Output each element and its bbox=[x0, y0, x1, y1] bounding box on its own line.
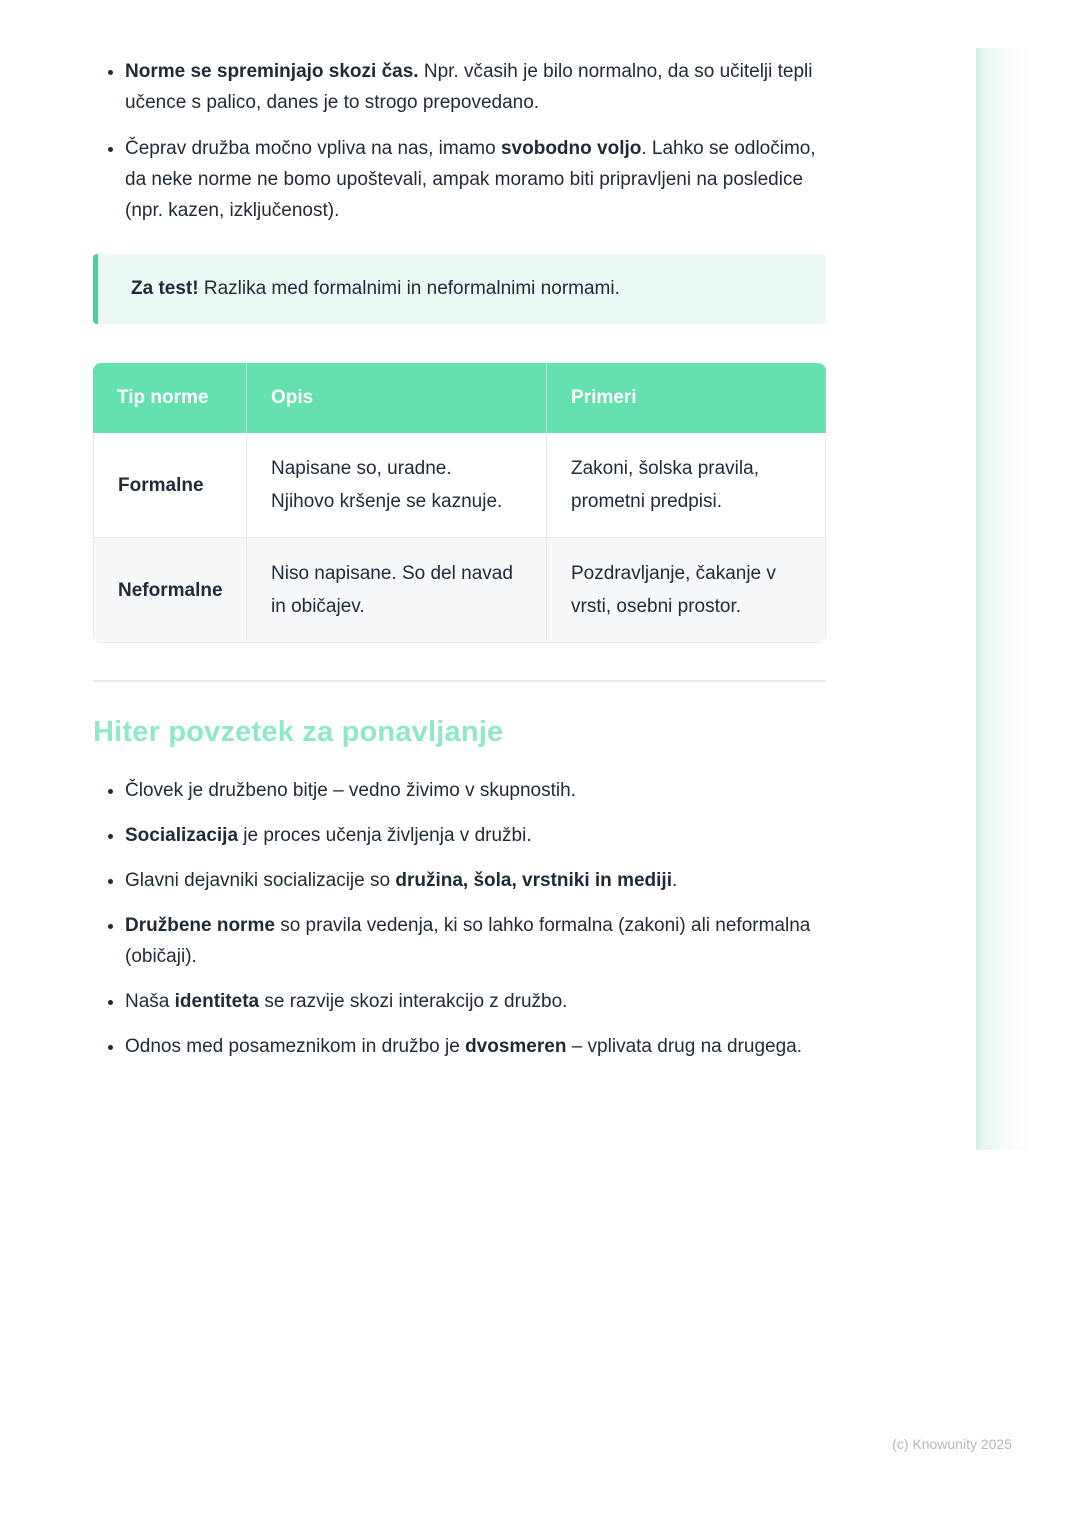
list-item bbox=[125, 1031, 826, 1062]
text-segment: je proces učenja življenja v družbi. bbox=[238, 825, 532, 846]
table-header-cell: Primeri bbox=[547, 363, 826, 433]
content-column bbox=[93, 48, 826, 1076]
text-segment: Niso napisane. So del navad bbox=[271, 563, 513, 584]
table-header-cell: Opis bbox=[247, 363, 547, 433]
list-item bbox=[125, 820, 826, 851]
table-cell-opis bbox=[247, 433, 547, 538]
text-segment: Za test! bbox=[131, 278, 199, 299]
list-item bbox=[125, 775, 826, 806]
text-segment: so pravila vedenja, ki so lahko formalna (zakoni) ali neformalna (običaji). bbox=[125, 915, 811, 967]
text-segment: Razlika med formalnimi in neformalnimi normami. bbox=[198, 278, 620, 299]
text-segment: . bbox=[671, 870, 678, 891]
table-row bbox=[93, 538, 826, 643]
table-row bbox=[93, 433, 826, 538]
table-body bbox=[93, 433, 826, 643]
list-item bbox=[125, 986, 826, 1017]
list-item bbox=[125, 910, 826, 972]
test-callout bbox=[93, 254, 826, 324]
table-header-cell: Tip norme bbox=[93, 363, 247, 433]
text-segment: Glavni dejavniki socializacije so bbox=[125, 870, 396, 891]
callout-text bbox=[131, 275, 620, 303]
text-segment: – vplivata drug na drugega. bbox=[566, 1036, 802, 1057]
text-segment: se razvije skozi interakcijo z družbo. bbox=[259, 991, 568, 1012]
intro-bullet-list bbox=[93, 56, 826, 226]
text-segment: Zakoni, šolska pravila, bbox=[571, 458, 759, 479]
summary-heading: Hiter povzetek za ponavljanje bbox=[93, 716, 504, 748]
table-header bbox=[93, 363, 826, 433]
text-segment: . Lahko se odločimo, da neke norme ne bomo upoštevali, ampak moramo biti pripravljeni na posledice (npr. kazen, izključenost). bbox=[125, 138, 816, 221]
list-item bbox=[125, 133, 826, 226]
table-header-row bbox=[93, 363, 826, 433]
table-cell-opis bbox=[247, 538, 547, 643]
text-segment: družina, šola, vrstniki in mediji bbox=[395, 870, 672, 891]
text-segment: prometni predpisi. bbox=[571, 491, 723, 512]
norms-table bbox=[93, 363, 826, 643]
text-segment: Napisane so, uradne. bbox=[271, 458, 452, 479]
text-segment: dvosmeren bbox=[465, 1036, 567, 1057]
text-segment: identiteta bbox=[174, 991, 260, 1012]
list-item bbox=[125, 865, 826, 896]
list-item bbox=[125, 56, 826, 118]
table-cell-tip: Formalne bbox=[93, 433, 247, 538]
table-cell-primeri bbox=[547, 433, 826, 538]
summary-bullet-list bbox=[93, 775, 826, 1062]
text-segment: vrsti, osebni prostor. bbox=[571, 596, 742, 617]
text-segment: Socializacija bbox=[125, 825, 239, 846]
text-segment: Pozdravljanje, čakanje v bbox=[571, 563, 776, 584]
right-edge-gradient-strip bbox=[976, 48, 1032, 1150]
text-segment: Odnos med posameznikom in družbo je bbox=[125, 1036, 466, 1057]
copyright-footer: (c) Knowunity 2025 bbox=[892, 1436, 1012, 1452]
text-segment: Npr. včasih je bilo normalno, da so učitelji tepli učence s palico, danes je to strogo prepovedano. bbox=[125, 61, 813, 113]
text-segment: Družbene norme bbox=[125, 915, 275, 936]
section-divider bbox=[93, 680, 826, 682]
text-segment: Norme se spreminjajo skozi čas. bbox=[125, 61, 419, 82]
text-segment: Naša bbox=[125, 991, 175, 1012]
table-cell-tip: Neformalne bbox=[93, 538, 247, 643]
text-segment: Čeprav družba močno vpliva na nas, imamo bbox=[125, 138, 501, 159]
text-segment: Človek je družbeno bitje – vedno živimo v skupnostih. bbox=[125, 780, 576, 801]
text-segment: Njihovo kršenje se kaznuje. bbox=[271, 491, 503, 512]
table-cell-primeri bbox=[547, 538, 826, 643]
text-segment: in običajev. bbox=[271, 596, 365, 617]
text-segment: svobodno voljo bbox=[500, 138, 642, 159]
